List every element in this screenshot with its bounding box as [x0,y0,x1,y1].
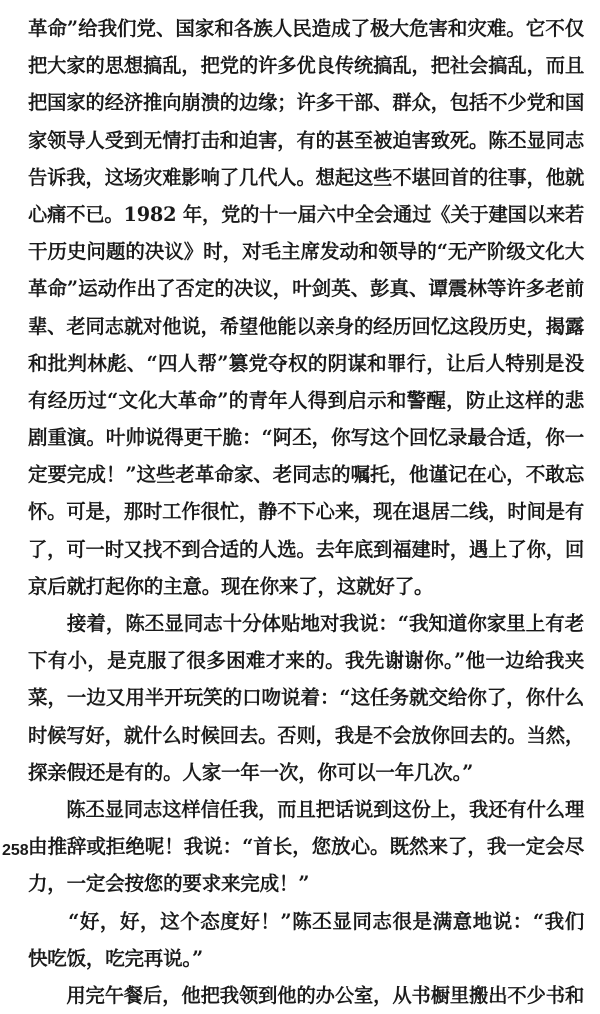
text-line: 陈丕显同志这样信任我，而且把话说到这份上，我还有什么理 [28,797,584,821]
text-line: 时候写好，就什么时候回去。否则，我是不会放你回去的。当然， [28,723,584,747]
text-line: 把大家的思想搞乱，把党的许多优良传统搞乱，把社会搞乱，而且 [28,54,584,78]
text-line: 怀。可是，那时工作很忙，静不下心来，现在退居二线，时间是有 [28,500,584,524]
text-line: 告诉我，这场灾难影响了几代人。想起这些不堪回首的往事，他就 [28,165,584,189]
text-line: 和批判林彪、“四人帮”篡党夺权的阴谋和罪行，让后人特别是没 [28,351,584,375]
text-line: 探亲假还是有的。人家一年一次，你可以一年几次。” [28,760,474,784]
text-line: 快吃饭，吃完再说。” [28,946,203,970]
text-line: 辈、老同志就对他说，希望他能以亲身的经历回忆这段历史，揭露 [28,314,584,338]
text-line: 革命”给我们党、国家和各族人民造成了极大危害和灾难。它不仅 [28,17,584,40]
body-text [28,10,584,1014]
text-line: 用完午餐后，他把我领到他的办公室，从书橱里搬出不少书和 [28,983,584,1007]
text-line: 菜，一边又用半开玩笑的口吻说着：“这任务就交给你了，你什么 [28,686,584,710]
page-number: 258 [2,842,29,859]
text-line: 接着，陈丕显同志十分体贴地对我说：“我知道你家里上有老 [28,612,584,635]
text-line: 力，一定会按您的要求来完成！” [28,872,310,896]
text-line: 由推辞或拒绝呢！我说：“首长，您放心。既然来了，我一定会尽 [28,835,584,859]
text-line: 心痛不已。1982 年，党的十一届六中全会通过《关于建国以来若 [28,202,584,226]
text-line: 干历史问题的决议》时，对毛主席发动和领导的“无产阶级文化大 [28,240,584,264]
text-line: 剧重演。叶帅说得更干脆：“阿丕，你写这个回忆录最合适，你一 [28,426,584,450]
text-line: 家领导人受到无情打击和迫害，有的甚至被迫害致死。陈丕显同志 [28,128,584,152]
text-line: 把国家的经济推向崩溃的边缘；许多干部、群众，包括不少党和国 [28,91,584,115]
text-line: 有经历过“文化大革命”的青年人得到启示和警醒，防止这样的悲 [28,388,584,412]
text-line: 了，可一时又找不到合适的人选。去年底到福建时，遇上了你，回 [28,537,584,561]
text-line: 下有小，是克服了很多困难才来的。我先谢谢你。”他一边给我夹 [28,649,584,673]
text-line: 革命”运动作出了否定的决议，叶剑英、彭真、谭震林等许多老前 [28,277,584,301]
text-line: 京后就打起你的主意。现在你来了，这就好了。 [28,574,434,598]
text-line: “好，好，这个态度好！”陈丕显同志很是满意地说：“我们 [28,909,584,933]
text-line: 定要完成！”这些老革命家、老同志的嘱托，他谨记在心，不敢忘 [28,463,584,487]
